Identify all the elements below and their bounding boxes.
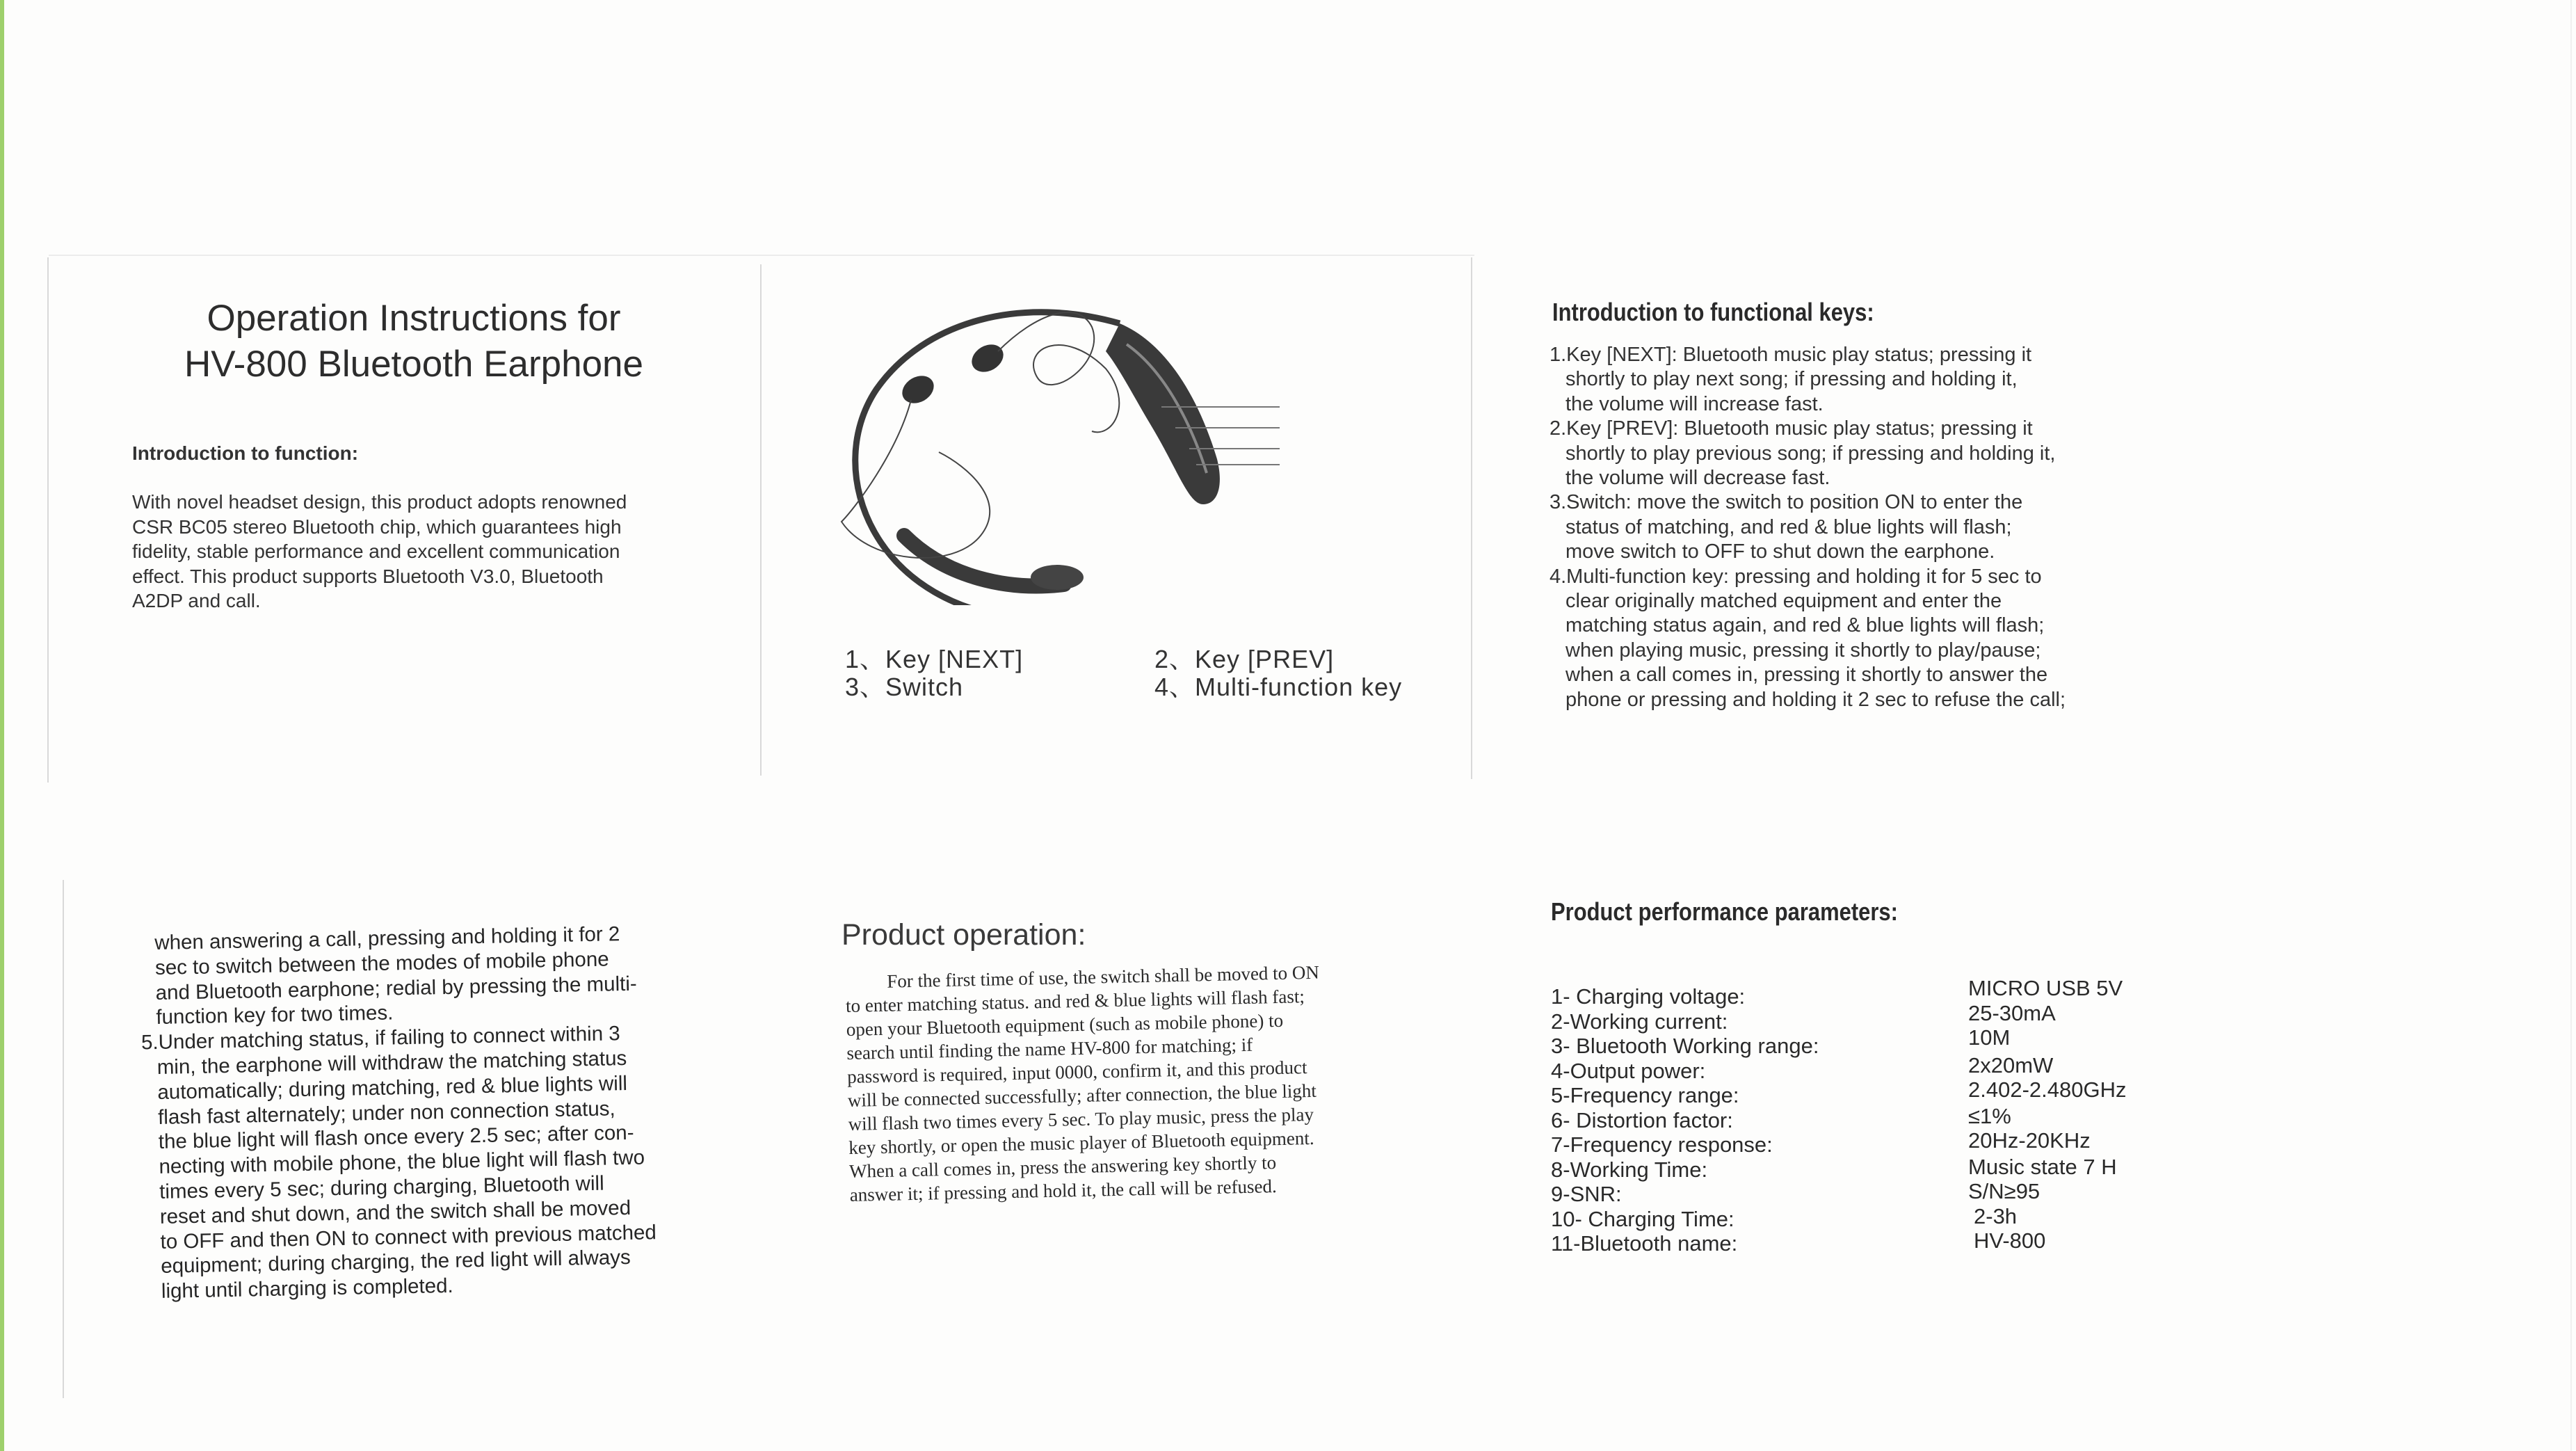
operation-line: will be connected successfully; after connection, the blue light xyxy=(847,1080,1317,1111)
product-operation-text xyxy=(845,961,1324,1207)
functional-keys-list xyxy=(1549,343,2066,712)
cont-line: when answering a call, pressing and holding it for 2 xyxy=(154,922,620,954)
key-item-line: shortly to play next song; if pressing and holding it, xyxy=(1565,368,2018,391)
cont-line: necting with mobile phone, the blue light will flash two xyxy=(159,1146,645,1179)
key-item-line: when a call comes in, pressing it shortly to answer the xyxy=(1565,664,2048,687)
right-body xyxy=(1106,323,1220,504)
parameter-label: 11-Bluetooth name: xyxy=(1551,1231,1738,1256)
parameter-value: 2x20mW xyxy=(1968,1052,2054,1077)
divider-left-bottom xyxy=(63,880,64,1398)
title-line-1: Operation Instructions for xyxy=(207,298,621,339)
cont-line: equipment; during charging, the red light will always xyxy=(160,1246,631,1278)
key-item-line: shortly to play previous song; if pressing and holding it, xyxy=(1565,442,2056,465)
cont-line: sec to switch between the modes of mobile phone xyxy=(154,947,609,979)
key-item-line: 4.Multi-function key: pressing and holding it for 5 sec to xyxy=(1549,565,2042,588)
operation-line: answer it; if pressing and hold it, the call will be refused. xyxy=(849,1176,1278,1205)
cont-line: flash fast alternately; under non connection status, xyxy=(157,1096,615,1129)
legend-key-prev: 2、Key [PREV] xyxy=(1154,645,1335,673)
cable-right xyxy=(998,312,1119,432)
earbud-right xyxy=(967,339,1008,377)
parameter-value: HV-800 xyxy=(1974,1228,2046,1253)
parameter-value: MICRO USB 5V xyxy=(1968,976,2123,1000)
key-item-line: phone or pressing and holding it 2 sec to refuse the call; xyxy=(1565,688,2066,711)
cont-line: automatically; during matching, red & blue lights will xyxy=(157,1071,628,1104)
divider-left-top xyxy=(47,257,49,783)
parameter-label: 7-Frequency response: xyxy=(1551,1132,1773,1157)
key-item-line: 2.Key [PREV]: Bluetooth music play status; pressing it xyxy=(1549,417,2033,440)
legend-multifunction-key: 4、Multi-function key xyxy=(1154,673,1403,701)
key-item-line: 3.Switch: move the switch to position ON to enter the xyxy=(1549,491,2023,514)
intro-line: CSR BC05 stereo Bluetooth chip, which guarantees high xyxy=(132,515,622,538)
parameter-value: 10M xyxy=(1968,1025,2011,1050)
parameter-label: 1- Charging voltage: xyxy=(1551,984,1746,1009)
cont-line: function key for two times. xyxy=(156,1001,394,1029)
intro-line: With novel headset design, this product adopts renowned xyxy=(132,491,627,513)
parameter-label: 5-Frequency range: xyxy=(1551,1083,1739,1107)
key-item-line: matching status again, and red & blue lights will flash; xyxy=(1565,614,2045,637)
performance-parameters-heading: Product performance parameters: xyxy=(1551,897,1898,926)
operation-line: open your Bluetooth equipment (such as mobile phone) to xyxy=(846,1009,1284,1040)
operation-line: to enter matching status. and red & blue lights will flash fast; xyxy=(845,986,1305,1016)
legend-switch: 3、Switch xyxy=(845,673,964,701)
intro-line: effect. This product supports Bluetooth V3.0, Bluetooth xyxy=(132,565,604,587)
key-item-line: clear originally matched equipment and enter the xyxy=(1565,590,2002,613)
parameter-label: 6- Distortion factor: xyxy=(1551,1107,1733,1132)
title-line-2: HV-800 Bluetooth Earphone xyxy=(184,344,644,385)
cont-line: and Bluetooth earphone; redial by pressing the multi- xyxy=(155,972,637,1004)
intro-line: A2DP and call. xyxy=(132,590,261,611)
parameter-value: Music state 7 H xyxy=(1968,1154,2117,1179)
intro-function-heading: Introduction to function: xyxy=(132,442,359,464)
parameter-label: 8-Working Time: xyxy=(1551,1157,1708,1182)
functional-keys-heading: Introduction to functional keys: xyxy=(1552,298,1874,326)
cont-line: reset and shut down, and the switch shall be moved xyxy=(159,1196,631,1228)
parameter-label: 10- Charging Time: xyxy=(1551,1206,1734,1231)
operation-line: key shortly, or open the music player of Bluetooth equipment. xyxy=(848,1127,1314,1158)
operation-line: will flash two times every 5 sec. To play music, press the play xyxy=(848,1103,1314,1135)
earbud-left xyxy=(897,370,939,408)
legend-key-next: 1、Key [NEXT] xyxy=(845,645,1024,673)
divider-right-top xyxy=(1471,257,1472,779)
operation-line: For the first time of use, the switch shall be moved to ON xyxy=(887,961,1320,992)
parameter-label: 3- Bluetooth Working range: xyxy=(1551,1034,1819,1058)
intro-line: fidelity, stable performance and excellent communication xyxy=(132,540,620,562)
key-item-line: the volume will increase fast. xyxy=(1565,392,1824,415)
parameter-label: 2-Working current: xyxy=(1551,1009,1728,1034)
product-operation-heading: Product operation: xyxy=(842,918,1086,952)
parameter-value: 20Hz-20KHz xyxy=(1968,1128,2091,1153)
parameter-value: 25-30mA xyxy=(1968,1000,2056,1025)
neckband-end-left xyxy=(1031,565,1084,590)
cont-line: times every 5 sec; during charging, Bluetooth will xyxy=(159,1171,604,1203)
key-item-line: the volume will decrease fast. xyxy=(1565,467,1830,490)
cont-line: 5.Under matching status, if failing to connect within 3 xyxy=(140,1022,620,1055)
operation-line: password is required, input 0000, confirm it, and this product xyxy=(846,1057,1307,1087)
continued-key-instructions xyxy=(140,921,657,1304)
key-item-line: move switch to OFF to shut down the earphone. xyxy=(1565,540,1995,563)
parameter-value: 2-3h xyxy=(1974,1203,2018,1228)
cont-line: min, the earphone will withdraw the matching status xyxy=(156,1046,627,1079)
fold-line-top xyxy=(49,255,1474,256)
parameter-label: 4-Output power: xyxy=(1551,1058,1706,1083)
earphone-illustration xyxy=(828,285,1314,605)
operation-line: search until finding the name HV-800 for matching; if xyxy=(846,1034,1253,1064)
divider-far-right xyxy=(2570,0,2572,1451)
key-item-line: 1.Key [NEXT]: Bluetooth music play status; pressing it xyxy=(1549,344,2032,366)
intro-function-text xyxy=(132,490,627,614)
divider-mid-top xyxy=(760,264,762,776)
green-edge xyxy=(0,0,4,1451)
parameter-value: ≤1% xyxy=(1968,1103,2011,1128)
operation-line: When a call comes in, press the answering key shortly to xyxy=(848,1152,1277,1182)
cable-left xyxy=(842,400,990,558)
cont-line: the blue light will flash once every 2.5 sec; after con- xyxy=(158,1121,634,1154)
document-title xyxy=(118,296,709,387)
key-item-line: status of matching, and red & blue lights will flash; xyxy=(1565,515,2012,538)
cont-line: to OFF and then ON to connect with previous matched xyxy=(160,1220,657,1253)
parameter-label: 9-SNR: xyxy=(1551,1182,1622,1206)
parameter-value: S/N≥95 xyxy=(1968,1179,2040,1203)
key-item-line: when playing music, pressing it shortly to play/pause; xyxy=(1565,639,2041,662)
cont-line: light until charging is completed. xyxy=(161,1274,453,1304)
parameter-value: 2.402-2.480GHz xyxy=(1968,1077,2127,1102)
